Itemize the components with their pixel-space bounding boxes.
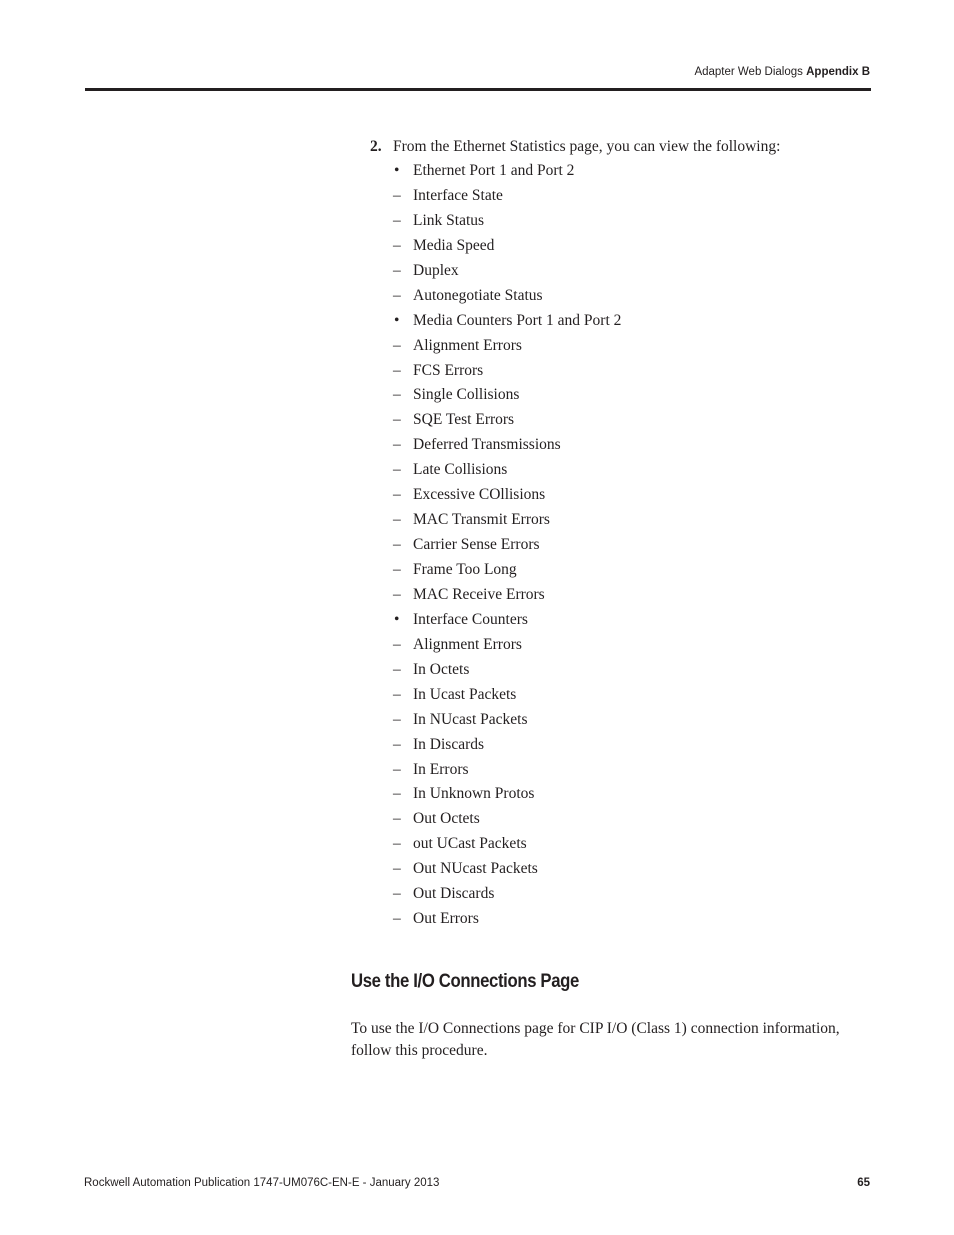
list-item-group (393, 159, 621, 184)
dash-marker: – (393, 211, 401, 229)
dash-marker: – (393, 236, 401, 254)
list-item (393, 857, 621, 882)
list-item-text: MAC Transmit Errors (413, 511, 550, 529)
footer-publication: Rockwell Automation Publication 1747-UM076C-EN-E - January 2013 (84, 1177, 440, 1189)
dash-marker: – (393, 860, 401, 878)
list-item (393, 209, 621, 234)
running-header (694, 66, 870, 78)
dash-marker: – (393, 660, 401, 678)
dash-marker: – (393, 785, 401, 803)
list-item-text: out UCast Packets (413, 835, 527, 853)
list-item (393, 458, 621, 483)
list-item (393, 234, 621, 259)
dash-marker: – (393, 536, 401, 554)
dash-marker: – (393, 511, 401, 529)
list-item-text: Alignment Errors (413, 635, 522, 653)
procedure-step (370, 134, 780, 159)
list-item-text: In NUcast Packets (413, 710, 528, 728)
dash-marker: – (393, 411, 401, 429)
list-item (393, 807, 621, 832)
bullet-marker: • (394, 162, 400, 179)
section-heading: Use the I/O Connections Page (351, 971, 579, 992)
list-item (393, 758, 621, 783)
header-section-title: Adapter Web Dialogs (694, 66, 803, 78)
list-item (393, 184, 621, 209)
list-item (393, 907, 621, 932)
dash-marker: – (393, 710, 401, 728)
list-item-text: Out Octets (413, 810, 480, 828)
list-item-text: In Errors (413, 760, 469, 778)
list-item-text: Interface Counters (413, 610, 528, 628)
list-item (393, 508, 621, 533)
list-item-text: Media Counters Port 1 and Port 2 (413, 311, 622, 329)
list-item (393, 782, 621, 807)
header-rule (85, 88, 871, 91)
dash-marker: – (393, 286, 401, 304)
list-item (393, 658, 621, 683)
list-item-text: Autonegotiate Status (413, 286, 543, 304)
list-item-text: In Octets (413, 660, 470, 678)
list-item (393, 408, 621, 433)
dash-marker: – (393, 186, 401, 204)
dash-marker: – (393, 585, 401, 603)
list-item-text: Excessive COllisions (413, 486, 546, 504)
list-item-text: Interface State (413, 186, 503, 204)
bullet-marker: • (394, 311, 400, 329)
dash-marker: – (393, 361, 401, 379)
list-item (393, 483, 621, 508)
list-item (393, 359, 621, 384)
list-item-text: FCS Errors (413, 361, 484, 379)
list-item (393, 708, 621, 733)
dash-marker: – (393, 635, 401, 653)
dash-marker: – (393, 486, 401, 504)
list-item-text: Frame Too Long (413, 561, 517, 578)
list-item-text: Alignment Errors (413, 336, 522, 354)
dash-marker: – (393, 760, 401, 778)
list-item (393, 733, 621, 758)
list-item (393, 259, 621, 284)
list-item-text: Out Errors (413, 910, 479, 928)
list-item-text: Late Collisions (413, 461, 508, 479)
list-item-text: In Unknown Protos (413, 785, 535, 803)
dash-marker: – (393, 810, 401, 828)
page-number: 65 (857, 1177, 870, 1189)
section-paragraph: To use the I/O Connections page for CIP I/O (Class 1) connection information, follow this procedure. (351, 1020, 840, 1059)
list-item (393, 683, 621, 708)
list-item (393, 433, 621, 458)
dash-marker: – (393, 885, 401, 903)
dash-marker: – (393, 386, 401, 404)
list-item (393, 882, 621, 907)
dash-marker: – (393, 436, 401, 454)
list-item-group (393, 309, 621, 334)
list-item (393, 334, 621, 359)
list-item-text: In Ucast Packets (413, 685, 517, 703)
list-item-text: Carrier Sense Errors (413, 536, 540, 554)
statistics-list (393, 159, 621, 932)
list-item-text: SQE Test Errors (413, 411, 515, 429)
dash-marker: – (393, 261, 401, 279)
list-item-text: Out Discards (413, 885, 495, 903)
list-item (393, 832, 621, 857)
dash-marker: – (393, 336, 401, 354)
header-appendix-label: Appendix B (806, 66, 870, 78)
list-item (393, 284, 621, 309)
list-item-text: Media Speed (413, 236, 495, 254)
list-item (393, 583, 621, 608)
dash-marker: – (393, 685, 401, 703)
list-item-group (393, 608, 621, 633)
list-item (393, 533, 621, 558)
step-text: From the Ethernet Statistics page, you can view the following: (393, 138, 781, 155)
list-item-text: Deferred Transmissions (413, 436, 561, 454)
list-item (393, 558, 621, 583)
dash-marker: – (393, 835, 401, 853)
dash-marker: – (393, 461, 401, 479)
dash-marker: – (393, 561, 401, 578)
step-number: 2. (370, 138, 382, 155)
list-item-text: Out NUcast Packets (413, 860, 538, 878)
list-item-text: MAC Receive Errors (413, 585, 545, 603)
list-item-text: Ethernet Port 1 and Port 2 (413, 162, 575, 179)
dash-marker: – (393, 735, 401, 753)
bullet-marker: • (394, 610, 400, 628)
list-item-text: Duplex (413, 261, 459, 279)
list-item-text: Link Status (413, 211, 485, 229)
list-item (393, 633, 621, 658)
dash-marker: – (393, 910, 401, 928)
list-item (393, 383, 621, 408)
list-item-text: Single Collisions (413, 386, 520, 404)
list-item-text: In Discards (413, 735, 485, 753)
